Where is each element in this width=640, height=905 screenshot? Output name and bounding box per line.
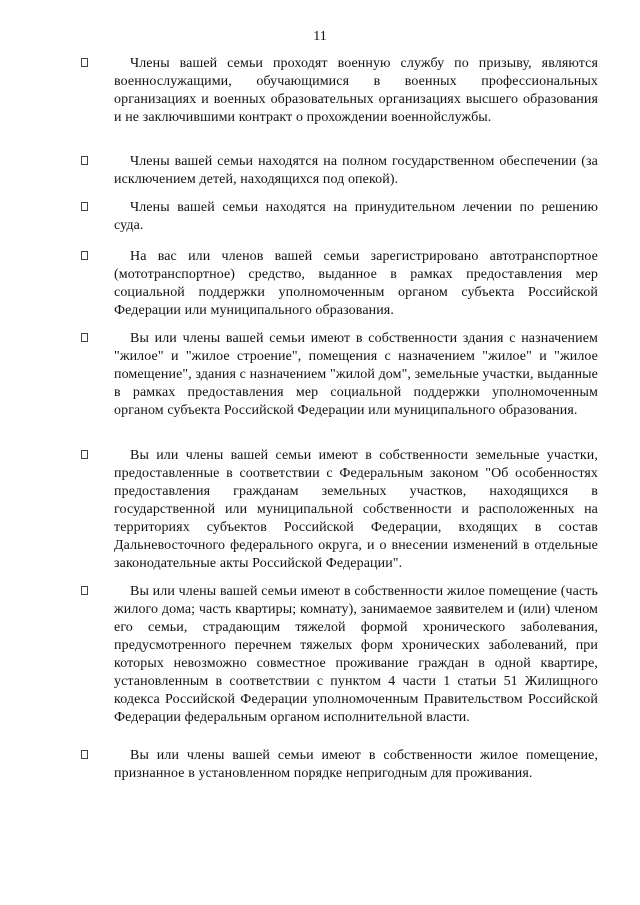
checkbox[interactable] [81,251,88,260]
page-number: 11 [313,29,327,44]
item-text: На вас или членов вашей семьи зарегистрировано автотранспортное (мототранспортное) средство, выданное в рамках предоставления мер социальной поддержки уполномоченным органом субъекта Российской Федерации или муниципального образования. [114,249,598,318]
item-text: Члены вашей семьи находятся на полном государственном обеспечении (за исключением детей, находящихся под опекой). [114,154,598,187]
item-text: Члены вашей семьи находятся на принудительном лечении по решению суда. [114,200,598,233]
checkbox[interactable] [81,333,88,342]
item-text: Вы или члены вашей семьи имеют в собственности земельные участки, предоставленные в соответствии с Федеральным законом "Об особенностях предоставления гражданам земельных участков, находящихся в государственной или муниципальной собственности и расположенных на территориях субъектов Российской Федерации, входящих в состав Дальневосточного федерального округа, и о внесении изменений в отдельные законодательные акты Российской Федерации". [114,448,598,571]
checkbox[interactable] [81,58,88,67]
checkbox[interactable] [81,156,88,165]
checkbox[interactable] [81,586,88,595]
item-text: Вы или члены вашей семьи имеют в собственности жилое помещение (часть жилого дома; часть квартиры; комнату), занимаемое заявителем и (или) членом его семьи, страдающим тяжелой формой хронического заболевания, предусмотренного перечнем тяжелых форм хронических заболеваний, при которых невозможно совместное проживание граждан в одной квартире, установленным в соответствии с пунктом 4 части 1 статьи 51 Жилищного кодекса Российской Федерации уполномоченным Правительством Российской Федерации федеральным органом исполнительной власти. [114,584,598,725]
checkbox[interactable] [81,202,88,211]
checkbox[interactable] [81,450,88,459]
checkbox[interactable] [81,750,88,759]
item-text: Вы или члены вашей семьи имеют в собственности здания с назначением "жилое" и "жилое строение", помещения с назначением "жилое" и "жилое помещение", здания с назначением "жилой дом", земельные участки, выданные в рамках предоставления мер социальной поддержки уполномоченным органом субъекта Российской Федерации или муниципального образования. [114,331,598,418]
item-text: Вы или члены вашей семьи имеют в собственности жилое помещение, признанное в установленном порядке непригодным для проживания. [114,748,598,781]
item-text: Члены вашей семьи проходят военную службу по призыву, являются военнослужащими, обучающимися в военных профессиональных организациях и военных образовательных организациях высшего образования и не заключившими контракт о прохождении военнойслужбы. [114,56,598,125]
